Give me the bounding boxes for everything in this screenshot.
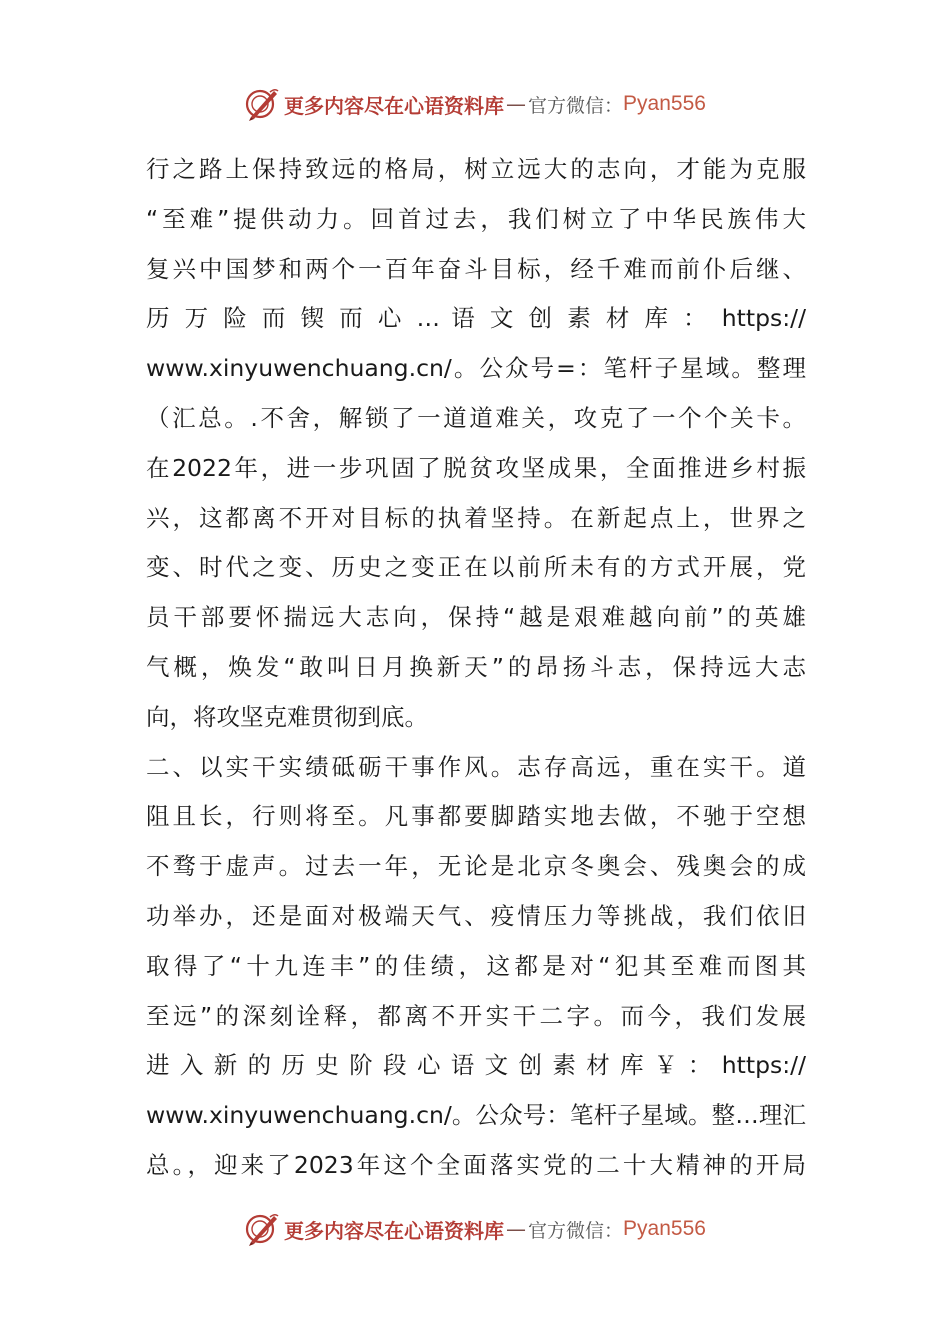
banner-main-text: 更多内容尽在心语资料库 [284,93,505,118]
body-line: 进 入 新 的 历 史 阶 段 心 语 文 创 素 材 库 ￥ ： https:// [146,1051,806,1080]
body-line: www.xinyuwenchuang.cn/。公众号=：笔杆子星域。整理 [146,354,806,383]
body-line: 复兴中国梦和两个一百年奋斗目标，经千难而前仆后继、 [146,254,806,283]
body-line: 变、时代之变、历史之变正在以前所未有的方式开展，党 [146,553,806,582]
body-line: “至难”提供动力。回首过去，我们树立了中华民族伟大 [146,204,806,233]
body-line: 取得了“十九连丰”的佳绩，这都是对“犯其至难而图其 [146,951,806,980]
body-line: 总。，迎来了2023年这个全面落实党的二十大精神的开局 [146,1150,806,1179]
body-line: www.xinyuwenchuang.cn/。公众号：笔杆子星域。整…理汇 [146,1101,806,1130]
body-line: 历 万 险 而 锲 而 心 … 语 文 创 素 材 库 ： https:// [146,304,806,333]
document-body [146,145,806,1191]
body-line: 气概，焕发“敢叫日月换新天”的昂扬斗志，保持远大志 [146,652,806,681]
body-line: 不骛于虚声。过去一年，无论是北京冬奥会、残奥会的成 [146,852,806,881]
footer-banner [0,1207,950,1251]
pen-logo-icon [244,1211,280,1247]
body-line: 二、以实干实绩砥砺干事作风。志存高远，重在实干。道 [146,752,806,781]
body-line: 阻且长，行则将至。凡事都要脚踏实地去做，不驰于空想 [146,802,806,831]
body-line: 向，将攻坚克难贯彻到底。 [146,702,428,731]
body-line: 在2022年，进一步巩固了脱贫攻坚成果，全面推进乡村振 [146,453,806,482]
body-line: 功举办，还是面对极端天气、疫情压力等挑战，我们依旧 [146,901,806,930]
banner-dash: — [506,92,527,116]
banner-dash: — [506,1217,527,1241]
body-line: 至远”的深刻诠释，都离不开实干二字。而今，我们发展 [146,1001,806,1030]
pen-logo-icon [244,86,280,122]
banner-account-id: Pyan556 [623,1217,706,1240]
banner-official-label: 官方微信： [528,94,624,117]
banner-main-text: 更多内容尽在心语资料库 [284,1218,505,1243]
banner-account-id: Pyan556 [623,92,706,115]
body-line: 行之路上保持致远的格局，树立远大的志向，才能为克服 [146,155,806,183]
header-banner [0,82,950,126]
body-line: 员干部要怀揣远大志向，保持“越是艰难越向前”的英雄 [146,603,806,632]
body-line: （汇总。.不舍，解锁了一道道难关，攻克了一个个关卡。 [146,403,806,432]
banner-official-label: 官方微信： [528,1219,624,1242]
body-line: 兴，这都离不开对目标的执着坚持。在新起点上，世界之 [146,503,806,532]
